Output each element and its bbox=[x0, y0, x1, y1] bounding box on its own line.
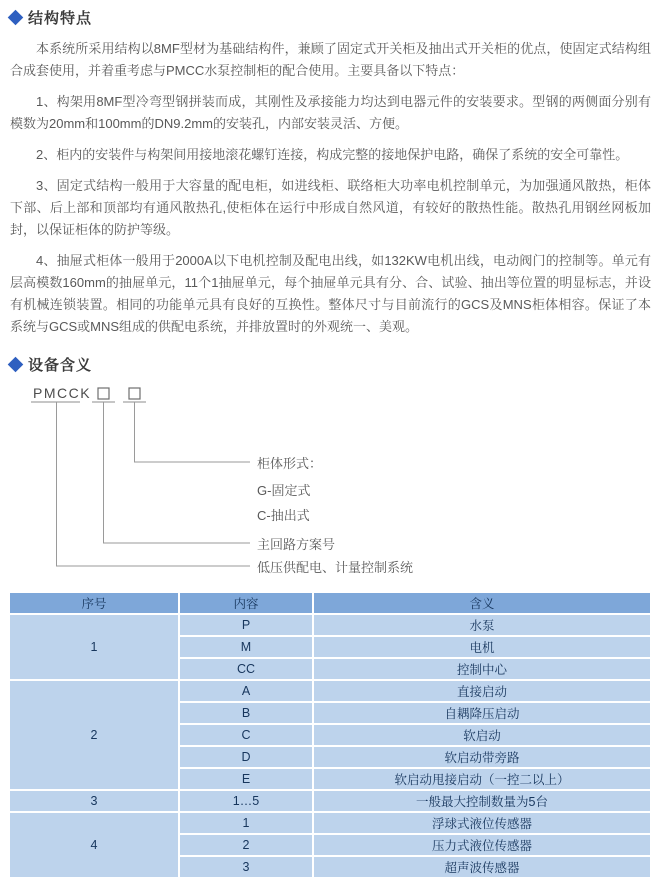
section-meaning-title bbox=[0, 347, 660, 375]
diamond-bullet-icon bbox=[8, 357, 24, 373]
meaning-cell: 水泵 bbox=[314, 615, 650, 635]
content-cell: 2 bbox=[180, 835, 312, 855]
content-cell: P bbox=[180, 615, 312, 635]
code-box-1 bbox=[98, 388, 109, 399]
meaning-cell: 直接启动 bbox=[314, 681, 650, 701]
section-title-text: 设备含义 bbox=[28, 357, 93, 374]
label-main-circuit: 主回路方案号 bbox=[257, 537, 336, 552]
model-code-text: PMCCK bbox=[33, 385, 92, 401]
model-code-diagram bbox=[0, 385, 660, 591]
paragraph-point-4: 4、抽屉式柜体一般用于2000A以下电机控制及配电出线，如132KW电机出线，电动阀门的控制等。单元有层高模数160mm的抽屉单元，11个1抽屉单元，每个抽屉单元具有分、合、试验、抽出等位置的明显标志，并设有机械连锁装置。相同的功能单元具有良好的互换性。整体尺寸与目前流行的GCS及MNS柜体相容。保证了本系统与GCS或MNS组成的供配电系统，并排放置时的外观统一、美观。 bbox=[10, 253, 651, 334]
label-system: 低压供配电、计量控制系统 bbox=[257, 560, 414, 575]
meaning-cell: 软启动甩接启动（一控二以上） bbox=[314, 769, 650, 789]
meaning-table bbox=[8, 591, 652, 879]
table-row bbox=[10, 813, 650, 833]
content-cell: B bbox=[180, 703, 312, 723]
table-row bbox=[10, 791, 650, 811]
content-cell: 1…5 bbox=[180, 791, 312, 811]
content-cell: A bbox=[180, 681, 312, 701]
label-drawout-type: C-抽出式 bbox=[257, 508, 310, 523]
content-cell: 1 bbox=[180, 813, 312, 833]
paragraph-intro: 本系统所采用结构以8MF型材为基础结构件，兼顾了固定式开关柜及抽出式开关柜的优点，使固定式结构组合成套使用，并着重考虑与PMCC水泵控制柜的配合使用。主要具备以下特点： bbox=[10, 41, 651, 78]
meaning-cell: 电机 bbox=[314, 637, 650, 657]
serial-cell: 2 bbox=[10, 681, 178, 789]
section-title-text: 结构特点 bbox=[28, 10, 93, 27]
serial-cell: 3 bbox=[10, 791, 178, 811]
paragraph-point-1: 1、构架用8MF型冷弯型钢拼装而成，其刚性及承接能力均达到电器元件的安装要求。型钢的两侧面分别有模数为20mm和100mm的DN9.2mm的安装孔，内部安装灵活、方便。 bbox=[10, 94, 651, 131]
header-meaning: 含义 bbox=[314, 593, 650, 613]
content-cell: D bbox=[180, 747, 312, 767]
serial-cell: 4 bbox=[10, 813, 178, 877]
table-header-row bbox=[10, 593, 650, 613]
section-structure-title bbox=[0, 0, 660, 28]
table-row bbox=[10, 615, 650, 635]
header-serial: 序号 bbox=[10, 593, 178, 613]
diamond-bullet-icon bbox=[8, 10, 24, 26]
serial-cell: 1 bbox=[10, 615, 178, 679]
table-row bbox=[10, 681, 650, 701]
label-fixed-type: G-固定式 bbox=[257, 483, 311, 498]
meaning-table-body bbox=[10, 615, 650, 877]
meaning-cell: 自耦降压启动 bbox=[314, 703, 650, 723]
meaning-table-wrap bbox=[0, 591, 660, 879]
structure-paragraphs bbox=[0, 38, 660, 338]
meaning-cell: 超声波传感器 bbox=[314, 857, 650, 877]
content-cell: M bbox=[180, 637, 312, 657]
meaning-cell: 控制中心 bbox=[314, 659, 650, 679]
content-cell: E bbox=[180, 769, 312, 789]
meaning-cell: 浮球式液位传感器 bbox=[314, 813, 650, 833]
content-cell: CC bbox=[180, 659, 312, 679]
content-cell: C bbox=[180, 725, 312, 745]
content-cell: 3 bbox=[180, 857, 312, 877]
header-content: 内容 bbox=[180, 593, 312, 613]
code-box-2 bbox=[129, 388, 140, 399]
label-cabinet-type: 柜体形式： bbox=[257, 456, 323, 471]
meaning-cell: 压力式液位传感器 bbox=[314, 835, 650, 855]
paragraph-point-3: 3、固定式结构一般用于大容量的配电柜，如进线柜、联络柜大功率电机控制单元，为加强通风散热，柜体下部、后上部和顶部均有通风散热孔,使柜体在运行中形成自然风道，有较好的散热性能。散热孔用钢丝网板加封，以保证柜体的防护等级。 bbox=[10, 178, 651, 237]
meaning-cell: 软启动 bbox=[314, 725, 650, 745]
paragraph-point-2: 2、柜内的安装件与构架间用接地滚花螺钉连接，构成完整的接地保护电路，确保了系统的安全可靠性。 bbox=[36, 147, 629, 162]
meaning-cell: 软启动带旁路 bbox=[314, 747, 650, 767]
meaning-cell: 一般最大控制数量为5台 bbox=[314, 791, 650, 811]
